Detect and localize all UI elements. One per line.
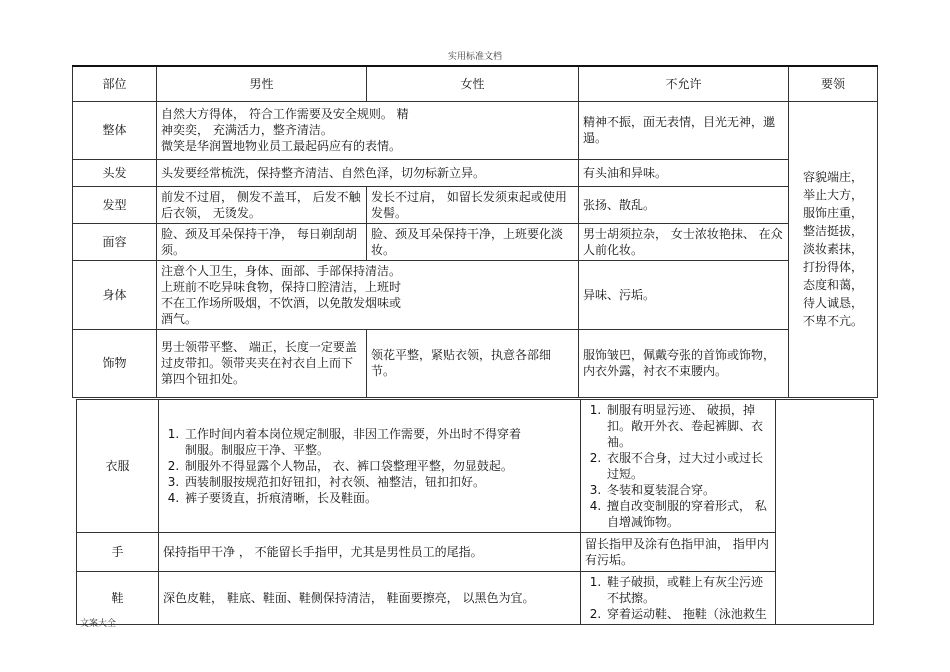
- forbidden-list: [585, 574, 771, 622]
- column-header: 要领: [789, 66, 878, 101]
- forbidden-cell: 异味、污垢。: [579, 260, 789, 329]
- table-row: [77, 572, 874, 625]
- female-cell: 发长不过肩， 如留长发须束起或使用发髻。: [367, 186, 579, 223]
- key-points-cell: [776, 400, 874, 625]
- list-item: 3. 西装制服按规范扣好钮扣，衬衣领、袖整洁，钮扣扣好。: [183, 474, 522, 490]
- list-item: 4. 裤子要烫直，折痕清晰，长及鞋面。: [183, 490, 522, 506]
- page-header: 实用标准文档: [447, 52, 502, 62]
- table-row: [73, 223, 878, 260]
- requirement-cell: [157, 101, 579, 159]
- forbidden-cell: 留长指甲及涂有色指甲油， 指甲内有污垢。: [581, 533, 776, 572]
- female-cell: 领花平整，紧贴衣领，执意各部细节。: [367, 329, 579, 397]
- part-cell: 手: [77, 533, 159, 572]
- page-footer: 文案大全: [80, 619, 117, 629]
- forbidden-cell: 服饰皱巴，佩戴夸张的首饰或饰物，内衣外露，衬衣不束腰内。: [579, 329, 789, 397]
- table-row: [73, 101, 878, 159]
- column-header: 不允许: [579, 66, 789, 101]
- requirement-cell: 深色皮鞋， 鞋底、鞋面、鞋侧保持清洁， 鞋面要擦亮， 以黑色为宜。: [159, 572, 581, 625]
- column-header: 女性: [367, 66, 579, 101]
- requirement-text: 自然大方得体， 符合工作需要及安全规则。 精神奕奕， 充满活力，整齐清洁。: [161, 107, 409, 137]
- requirement-cell: [157, 260, 579, 329]
- part-cell: 衣服: [77, 400, 159, 533]
- male-cell: 脸、颈及耳朵保持干净， 每日剃刮胡须。: [157, 223, 367, 260]
- forbidden-cell: [581, 400, 776, 533]
- part-cell: 饰物: [73, 329, 157, 397]
- requirement-cell: 头发要经常梳洗，保持整齐清洁、自然色泽，切勿标新立异。: [157, 159, 579, 186]
- requirement-cell: 保持指甲干净 ， 不能留长手指甲，尤其是男性员工的尾指。: [159, 533, 581, 572]
- part-cell: 身体: [73, 260, 157, 329]
- part-cell: 鞋: [77, 572, 159, 625]
- requirement-list: [163, 426, 522, 506]
- list-item: 2. 制服外不得显露个人物品， 衣、裤口袋整理平整，勿显鼓起。: [183, 458, 522, 474]
- key-points-cell: [789, 101, 878, 397]
- part-cell: 面容: [73, 223, 157, 260]
- column-header: 部位: [73, 66, 157, 101]
- part-cell: 头发: [73, 159, 157, 186]
- forbidden-cell: 精神不振，面无表情，目光无神，邋遢。: [579, 101, 789, 159]
- forbidden-cell: 男士胡须拉杂， 女士浓妆艳抹、 在众人前化妆。: [579, 223, 789, 260]
- table-row: [73, 159, 878, 186]
- column-header: 男性: [157, 66, 367, 101]
- male-cell: 前发不过眉， 侧发不盖耳， 后发不触后衣领， 无烫发。: [157, 186, 367, 223]
- forbidden-cell: 张扬、散乱。: [579, 186, 789, 223]
- table-row: [77, 400, 874, 533]
- list-item: 2. 穿着运动鞋、 拖鞋（泳池救生: [605, 606, 771, 622]
- list-item: 3. 冬装和夏装混合穿。: [605, 482, 771, 498]
- list-item: 4. 擅自改变制服的穿着形式， 私自增减饰物。: [605, 498, 771, 530]
- part-cell: 整体: [73, 101, 157, 159]
- female-cell: 脸、颈及耳朵保持干净，上班要化淡妆。: [367, 223, 579, 260]
- table-row: [73, 329, 878, 397]
- forbidden-list: [585, 402, 771, 530]
- key-points-text: 容貌端庄，举止大方，服饰庄重，整洁挺拔，淡妆素抹，打扮得体，态度和蔼，待人诚恳，不卑不亢。: [802, 170, 863, 328]
- male-cell: 男士领带平整、 端正，长度一定要盖过皮带扣。领带夹夹在衬衣自上而下第四个钮扣处。: [157, 329, 367, 397]
- list-item: 1. 鞋子破损，或鞋上有灰尘污迹不拭擦。: [605, 574, 771, 606]
- list-item: 2. 衣服不合身，过大过小或过长过短。: [605, 450, 771, 482]
- requirement-cell: [159, 400, 581, 533]
- table-row: [77, 533, 874, 572]
- table-row: [73, 260, 878, 329]
- list-item: 1. 工作时间内着本岗位规定制服，非因工作需要，外出时不得穿着制服。制服应干净、平整。: [183, 426, 522, 458]
- table-header-row: [73, 66, 878, 101]
- list-item: 1. 制服有明显污迹、 破损，掉扣。敞开外衣、卷起裤脚、衣袖。: [605, 402, 771, 450]
- forbidden-cell: [581, 572, 776, 625]
- forbidden-cell: 有头油和异味。: [579, 159, 789, 186]
- requirement-text: 微笑是华润置地物业员工最起码应有的表情。: [161, 139, 402, 153]
- requirement-text: 注意个人卫生，身体、面部、手部保持清洁。上班前不吃异味食物，保持口腔清洁，上班时不在工作场所吸烟，不饮酒，以免散发烟味或酒气。: [161, 263, 402, 326]
- grooming-table: [72, 65, 878, 398]
- table-row: [73, 186, 878, 223]
- attire-table: [76, 399, 874, 625]
- part-cell: 发型: [73, 186, 157, 223]
